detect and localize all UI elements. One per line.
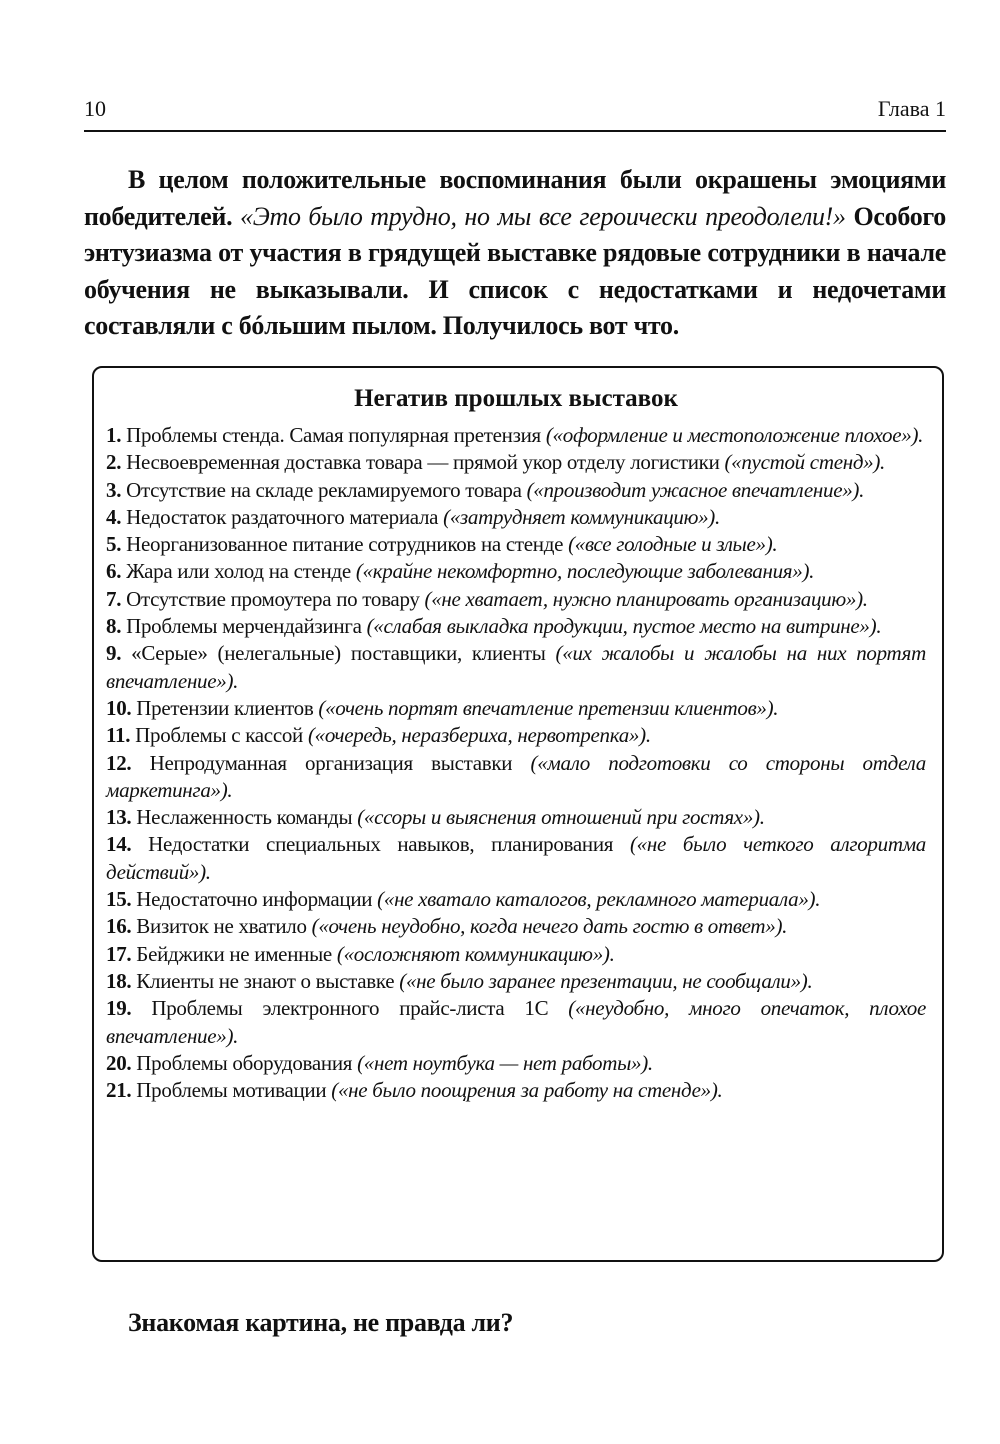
list-item [106,504,926,531]
item-number: 14. [106,832,132,857]
box-title: Негатив прошлых выставок [354,385,678,412]
item-number: 18. [106,968,132,993]
item-number: 12. [106,750,132,775]
item-text: Недостаток раздаточного материала [121,504,444,529]
item-text: Бейджики не именные [131,941,337,966]
list-item [106,558,926,585]
item-quote: («их жалобы и жалобы на них портят впечатление»). [106,641,926,693]
closing-question: Знакомая картина, не правда ли? [128,1308,514,1337]
item-text: Недостатки специальных навыков, планирования [131,832,630,857]
item-quote: («оформление и местоположение плохое»). [545,423,924,447]
intro-text-before: В целом положительные воспоминания были окрашены эмоциями победителей. [84,165,946,231]
list-item [106,804,926,831]
item-quote: («не было заранее презентации, не сообщали»). [399,968,813,993]
list-item [106,913,926,940]
item-number: 9. [106,641,122,666]
intro-quote: «Это было трудно, но мы все героически преодолели!» [240,201,846,231]
item-number: 7. [106,586,122,611]
item-quote: («пустой стенд»). [724,450,885,475]
item-text: Проблемы мотивации [131,1078,332,1103]
item-quote: («не было четкого алгоритма действий»). [106,832,926,884]
item-number: 16. [106,914,132,939]
item-text: Проблемы с кассой [130,723,308,748]
list-item [106,722,926,749]
item-text: Отсутствие на складе рекламируемого товара [121,477,527,502]
intro-paragraph [84,162,946,345]
item-text: Несвоевременная доставка товара — прямой укор отделу логистики [121,450,725,475]
item-quote: («производит ужасное впечатление»). [526,477,865,502]
item-text: Проблемы оборудования [131,1050,358,1075]
list-item [106,613,926,640]
item-number: 8. [106,614,122,639]
item-number: 13. [106,805,132,830]
list-item [106,695,926,722]
list-item [106,886,926,913]
item-number: 17. [106,941,132,966]
list-item [106,941,926,968]
item-number: 2. [106,450,122,475]
item-quote: («не было поощрения за работу на стенде»). [331,1078,723,1103]
list-item [106,750,926,805]
item-number: 11. [106,723,131,748]
item-quote: («очень неудобно, когда нечего дать гостю в ответ»). [311,914,788,939]
item-quote: («неудобно, много опечаток, плохое впечатление»). [106,996,926,1048]
item-quote: («мало подготовки со стороны отдела маркетинга»). [106,750,926,802]
list-item [106,449,926,476]
item-text: Неслаженность команды [131,805,358,830]
item-quote: («нет ноутбука — нет работы»). [357,1050,653,1075]
item-text: Неорганизованное питание сотрудников на стенде [121,532,569,557]
item-number: 4. [106,504,122,529]
item-number: 21. [106,1078,132,1103]
item-number: 10. [106,695,132,720]
item-text: Клиенты не знают о выставке [131,968,400,993]
list-item [106,1050,926,1077]
item-number: 15. [106,887,132,912]
item-text: Отсутствие промоутера по товару [121,586,425,611]
negatives-box [92,366,944,1262]
list-item [106,968,926,995]
item-text: Проблемы электронного прайс-листа 1С [131,996,569,1021]
item-text: Недостаточно информации [131,887,378,912]
item-quote: («не хватает, нужно планировать организацию»). [424,586,868,611]
item-number: 5. [106,532,122,557]
item-quote: («слабая выкладка продукции, пустое место на витрине»). [366,614,882,639]
item-number: 19. [106,996,132,1021]
item-quote: («все голодные и злые»). [568,532,778,557]
item-number: 1. [106,423,122,447]
list-item [106,995,926,1050]
list-item [106,640,926,695]
list-item [106,1077,926,1104]
item-quote: («очень портят впечатление претензии клиентов»). [318,695,779,720]
running-header [84,96,946,132]
item-number: 3. [106,477,122,502]
item-number: 20. [106,1050,132,1075]
item-number: 6. [106,559,122,584]
intro-text-after: Особого энтузиазма от участия в грядущей выставке рядовые сотрудники в начале обучения не выказывали. И список с недостатками и недочетами составляли с бóльшим пылом. Получилось вот что. [84,201,946,340]
item-text: Непродуманная организация выставки [131,750,531,775]
list-item [106,477,926,504]
item-text: Жара или холод на стенде [121,559,356,584]
item-text: «Серые» (нелегальные) поставщики, клиенты [121,641,556,666]
item-quote: («очередь, неразбериха, нервотрепка»). [307,723,651,748]
item-quote: («не хватало каталогов, рекламного материала»). [377,887,821,912]
item-quote: («крайне некомфортно, последующие заболевания»). [355,559,815,584]
item-text: Проблемы стенда. Самая популярная претензия [121,423,546,447]
item-quote: («осложняют коммуникацию»). [336,941,615,966]
negatives-list [106,422,926,1104]
item-text: Проблемы мерчендайзинга [121,614,367,639]
item-quote: («затрудняет коммуникацию»). [443,504,720,529]
list-item [106,422,926,449]
page-number: 10 [84,96,106,121]
list-item [106,586,926,613]
list-item [106,531,926,558]
list-item [106,831,926,886]
item-quote: («ссоры и выяснения отношений при гостях»). [357,805,765,830]
chapter-title: Глава 1 [877,96,946,121]
item-text: Претензии клиентов [131,695,319,720]
item-text: Визиток не хватило [131,914,312,939]
